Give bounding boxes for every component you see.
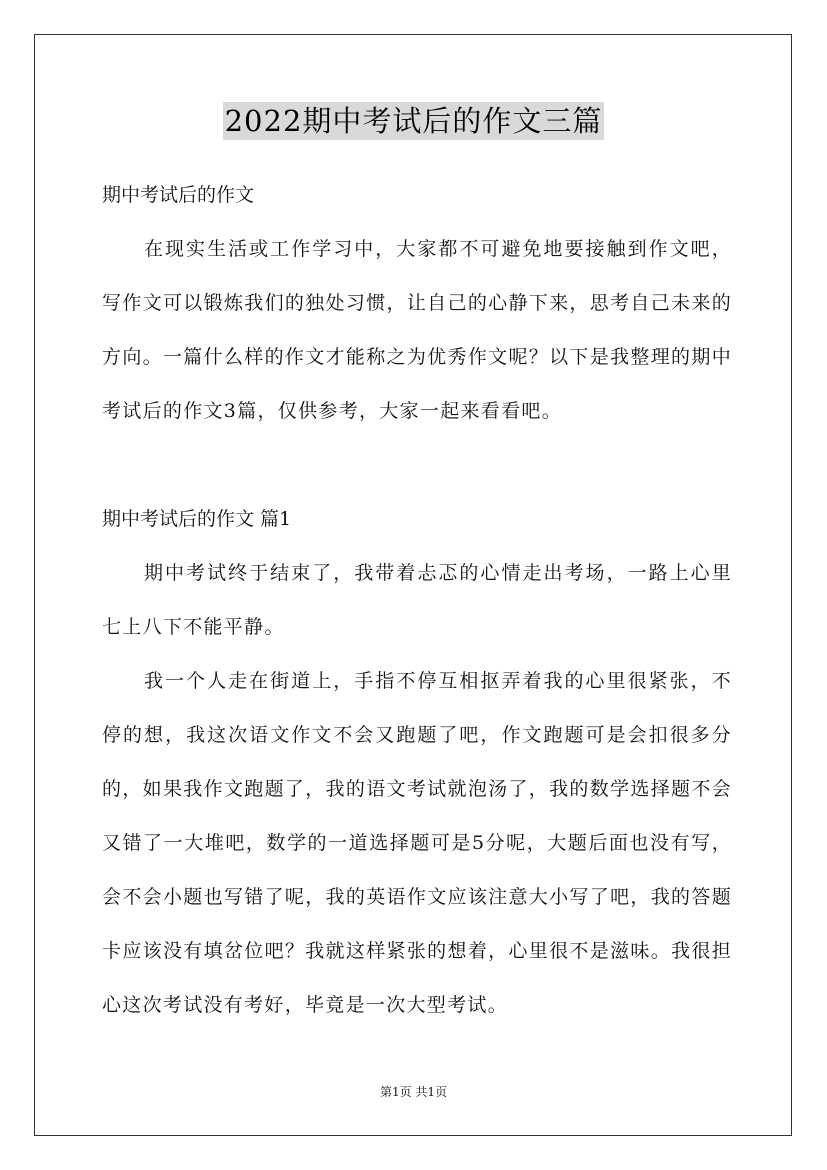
section1-heading: 期中考试后的作文 篇1	[102, 508, 292, 530]
section1-paragraph-1: 期中考试终于结束了，我带着忐忑的心情走出考场，一路上心里七上八下不能平静。	[102, 562, 732, 638]
document-title: 2022期中考试后的作文三篇	[224, 104, 603, 138]
intro-heading: 期中考试后的作文	[102, 184, 255, 206]
section1-paragraph-2: 我一个人走在街道上，手指不停互相抠弄着我的心里很紧张，不停的想，我这次语文作文不会又跑题了吧，作文跑题可是会扣很多分的，如果我作文跑题了，我的语文考试就泡汤了，我的数学选择题不会又错了一大堆吧，数学的一道选择题可是5分呢，大题后面也没有写，会不会小题也写错了呢，我的英语作文应该注意大小写了吧，我的答题卡应该没有填岔位吧？我就这样紧张的想着，心里很不是滋味。我很担心这次考试没有考好，毕竟是一次大型考试。	[102, 670, 732, 1016]
document-body	[102, 168, 732, 1032]
intro-paragraph: 在现实生活或工作学习中，大家都不可避免地要接触到作文吧，写作文可以锻炼我们的独处习惯，让自己的心静下来，思考自己未来的方向。一篇什么样的作文才能称之为优秀作文呢？以下是我整理的期中考试后的作文3篇，仅供参考，大家一起来看看吧。	[102, 238, 732, 422]
page-footer: 第1页 共1页	[379, 1085, 448, 1099]
title-container	[0, 102, 827, 140]
section-spacer	[102, 438, 732, 492]
